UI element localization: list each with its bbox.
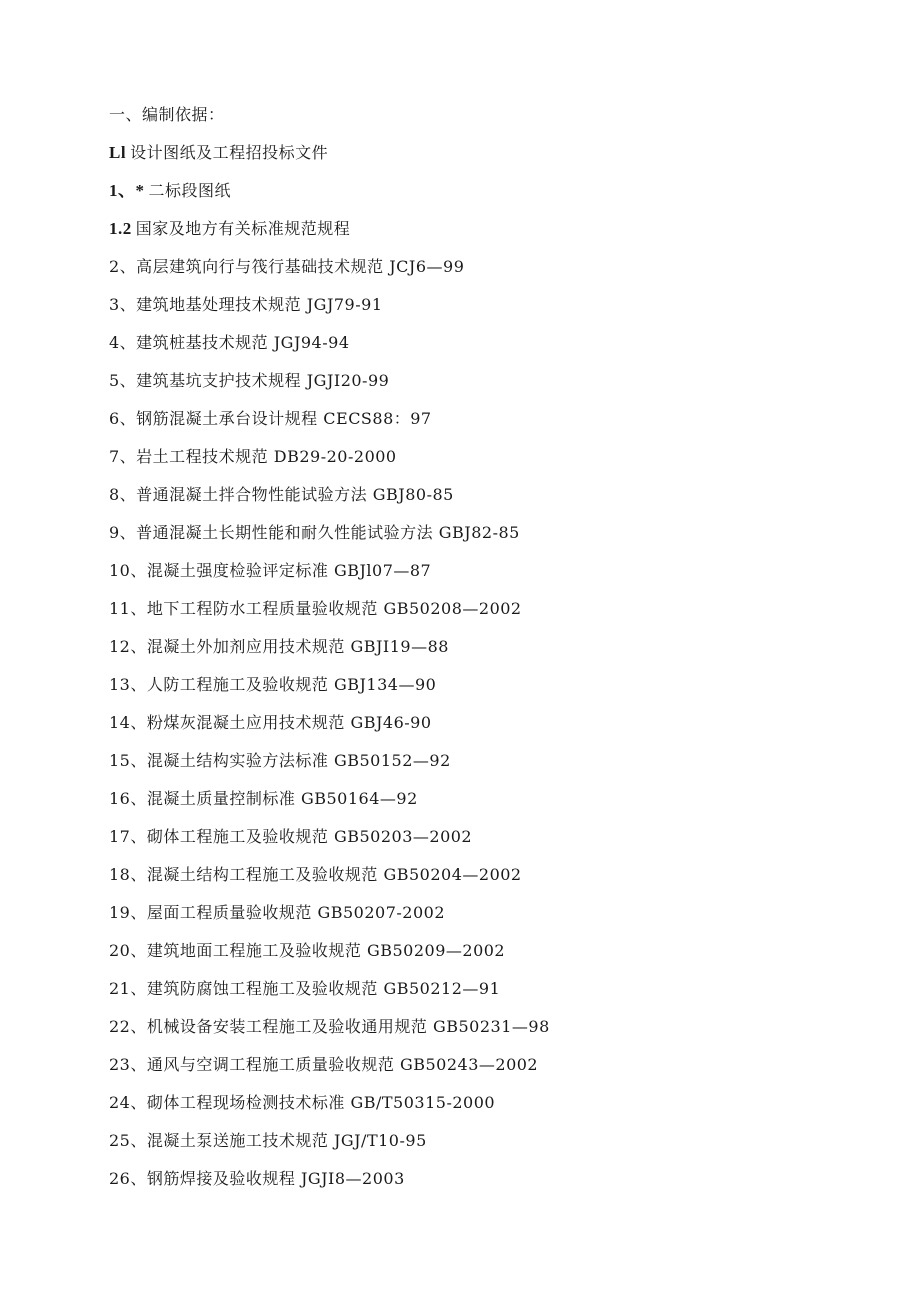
item-1 [109, 172, 869, 210]
section-heading [109, 96, 869, 134]
list-item: 26、钢筋焊接及验收规程 JGJI8—2003 [109, 1169, 405, 1188]
item-1-number: 1、* [109, 181, 145, 200]
list-item: 12、混凝土外加剂应用技术规范 GBJI19—88 [109, 637, 449, 656]
item-1-text: 二标段图纸 [148, 181, 232, 200]
list-item: 23、通风与空调工程施工质量验收规范 GB50243—2002 [109, 1055, 539, 1074]
list-item: 6、钢筋混凝土承台设计规程 CECS88：97 [109, 409, 432, 428]
list-item: 21、建筑防腐蚀工程施工及验收规范 GB50212—91 [109, 979, 501, 998]
subsection-1-2-number: 1.2 [109, 219, 132, 238]
subsection-1-2 [109, 210, 869, 248]
list-item: 20、建筑地面工程施工及验收规范 GB50209—2002 [109, 941, 506, 960]
list-item: 4、建筑桩基技术规范 JGJ94-94 [109, 333, 350, 352]
section-heading-text: 一、编制依据： [109, 105, 225, 124]
list-item: 9、普通混凝土长期性能和耐久性能试验方法 GBJ82-85 [109, 523, 520, 542]
list-item: 11、地下工程防水工程质量验收规范 GB50208—2002 [109, 599, 522, 618]
list-item: 3、建筑地基处理技术规范 JGJ79-91 [109, 295, 383, 314]
list-item: 2、高层建筑向行与筏行基础技术规范 JCJ6—99 [109, 257, 465, 276]
subsection-1-1 [109, 134, 869, 172]
list-item: 8、普通混凝土拌合物性能试验方法 GBJ80-85 [109, 485, 454, 504]
subsection-1-1-number: Ll [109, 143, 127, 162]
subsection-1-2-text: 国家及地方有关标准规范规程 [135, 219, 351, 238]
list-item: 16、混凝土质量控制标准 GB50164—92 [109, 789, 418, 808]
list-item: 25、混凝土泵送施工技术规范 JGJ/T10-95 [109, 1131, 427, 1150]
list-item: 19、屋面工程质量验收规范 GB50207-2002 [109, 903, 446, 922]
list-item: 13、人防工程施工及验收规范 GBJ134—90 [109, 675, 437, 694]
list-item: 7、岩土工程技术规范 DB29-20-2000 [109, 447, 397, 466]
list-item: 24、砌体工程现场检测技术标准 GB/T50315-2000 [109, 1093, 496, 1112]
list-item: 17、砌体工程施工及验收规范 GB50203—2002 [109, 827, 473, 846]
list-item: 5、建筑基坑支护技术规程 JGJI20-99 [109, 371, 390, 390]
list-item: 10、混凝土强度检验评定标准 GBJl07—87 [109, 561, 432, 580]
list-item: 18、混凝土结构工程施工及验收规范 GB50204—2002 [109, 865, 522, 884]
subsection-1-1-text: 设计图纸及工程招投标文件 [130, 143, 329, 162]
list-item: 22、机械设备安装工程施工及验收通用规范 GB50231—98 [109, 1017, 550, 1036]
list-item: 15、混凝土结构实验方法标准 GB50152—92 [109, 751, 451, 770]
document-content [109, 96, 869, 1198]
list-item: 14、粉煤灰混凝土应用技术规范 GBJ46-90 [109, 713, 432, 732]
